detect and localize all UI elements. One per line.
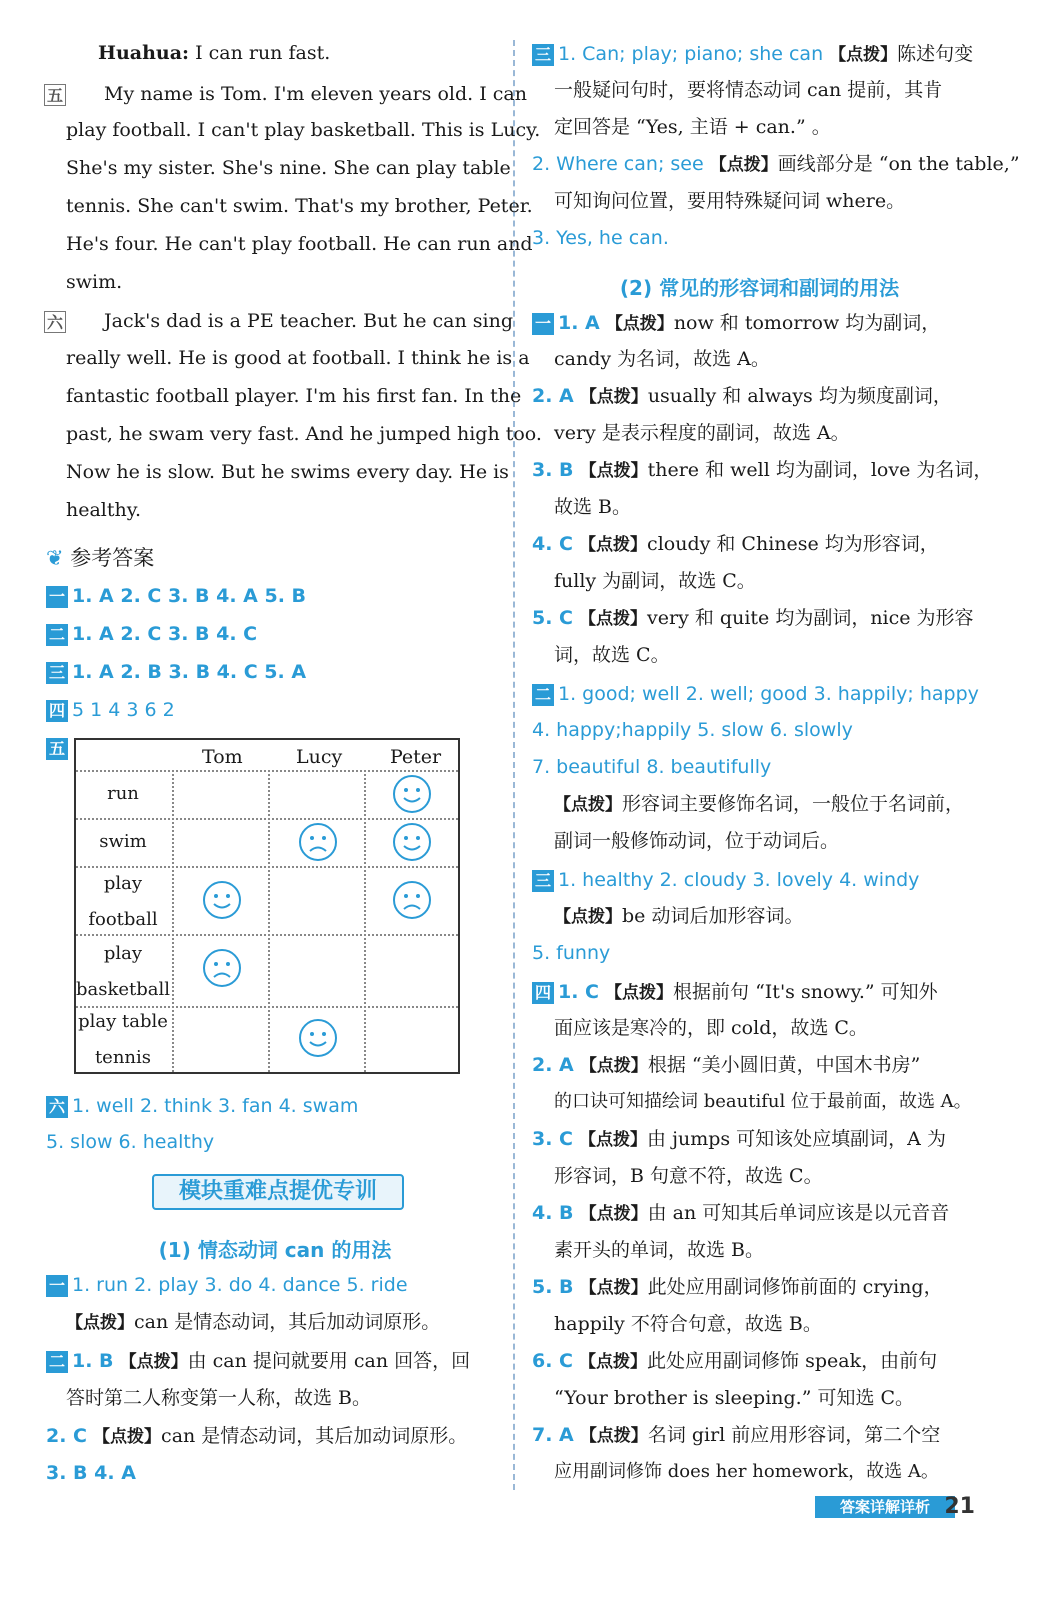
table-row: play basketball — [76, 943, 171, 1000]
adj4-tip-2: fully 为副词，故选 C。 — [554, 570, 756, 592]
r1-tip-3: 定回答是 “Yes, 主语 + can.” 。 — [554, 116, 831, 138]
b4-5-row: 5. B 【点拨】此处应用副词修饰前面的 crying， — [532, 1276, 943, 1298]
r1-tip-2: 一般疑问句时，要将情态动词 can 提前，其肯 — [554, 79, 943, 101]
can-row-1-tip: 【点拨】can 是情态动词，其后加动词原形。 — [66, 1311, 441, 1333]
ability-table — [74, 738, 460, 1074]
leaf-icon: ❦ — [46, 546, 64, 570]
table-row: play table tennis — [78, 1011, 168, 1068]
b4-4-tip-2: 素开头的单词，故选 B。 — [554, 1239, 765, 1261]
sec5-badge: 五 — [44, 84, 66, 106]
sub2-title: (2) 常见的形容词和副词的用法 — [619, 276, 900, 300]
sec5-line-5: swim. — [66, 271, 123, 293]
sad-face-icon — [298, 822, 338, 862]
page-number: 21 — [944, 1494, 975, 1519]
b3-row-2: 5. funny — [532, 942, 611, 964]
sub1-title: (1) 情态动词 can 的用法 — [158, 1238, 392, 1262]
adj4-row: 4. C 【点拨】cloudy 和 Chinese 均为形容词， — [532, 533, 939, 555]
r1-row: 三 1. Can; play; piano; she can 【点拨】陈述句变 — [532, 44, 973, 66]
b3-row-1: 三 1. healthy 2. cloudy 3. lovely 4. windy — [532, 870, 919, 892]
b4-3-row: 3. C 【点拨】由 jumps 可知该处应填副词，A 为 — [532, 1128, 946, 1150]
footer-bar: 答案详解详析 — [815, 1496, 955, 1518]
sec5-line-3: tennis. She can't swim. That's my brother, Peter. — [66, 195, 533, 217]
adj5-tip-2: 词，故选 C。 — [554, 644, 670, 666]
table-row: run — [107, 783, 139, 804]
table-row: play football — [88, 873, 158, 930]
r2-tip-2: 可知询问位置，要用特殊疑问词 where。 — [554, 190, 906, 212]
sad-face-icon — [392, 880, 432, 920]
b4-7-tip-2: 应用副词修饰 does her homework，故选 A。 — [554, 1461, 939, 1482]
b4-2-tip-2: 的口诀可知描绘词 beautiful 位于最前面，故选 A。 — [554, 1091, 972, 1112]
sec6-line-2: fantastic football player. I'm his first fan. In the — [66, 385, 522, 407]
sec6-line-0: 六 Jack's dad is a PE teacher. But he can sing — [44, 311, 513, 333]
column-divider — [513, 40, 515, 1490]
ref-answer-title: ❦ 参考答案 — [46, 546, 155, 570]
r3-row: 3. Yes, he can. — [532, 227, 669, 249]
b3-tip: 【点拨】be 动词后加形容词。 — [554, 905, 804, 927]
can-row-1: 一 1. run 2. play 3. do 4. dance 5. ride — [46, 1275, 408, 1297]
table-header-lucy: Lucy — [296, 746, 343, 768]
huahua-line: Huahua: I can run fast. — [98, 42, 331, 64]
table-header-peter: Peter — [390, 746, 442, 768]
b2-row-3: 7. beautiful 8. beautifully — [532, 756, 772, 778]
sec6-line-3: past, he swam very fast. And he jumped high too. — [66, 423, 542, 445]
b4-5-tip-2: happily 不符合句意，故选 B。 — [554, 1313, 822, 1335]
adj3-row: 3. B 【点拨】there 和 well 均为副词，love 为名词， — [532, 459, 993, 481]
adj1-tip-2: candy 为名词，故选 A。 — [554, 348, 770, 370]
b4-6-tip-2: “Your brother is sleeping.” 可知选 C。 — [554, 1387, 915, 1409]
r2-row: 2. Where can; see 【点拨】画线部分是 “on the table,” — [532, 153, 1020, 175]
happy-face-icon — [392, 822, 432, 862]
sec5-line-1: play football. I can't play basketball. This is Lucy. — [66, 119, 541, 141]
ans-row-6b: 5. slow 6. healthy — [46, 1131, 215, 1153]
ans-row-3: 三 1. A 2. B 3. B 4. C 5. A — [46, 662, 306, 684]
ans-row-6: 六 1. well 2. think 3. fan 4. swam — [46, 1096, 358, 1118]
can-row-2: 二 1. B 【点拨】由 can 提问就要用 can 回答，回 — [46, 1351, 470, 1373]
can-row-2b: 答时第二人称变第一人称，故选 B。 — [66, 1387, 372, 1409]
b4-6-row: 6. C 【点拨】此处应用副词修饰 speak，由前句 — [532, 1350, 938, 1372]
ans-row-4: 四 5 1 4 3 6 2 — [46, 700, 175, 722]
sec5-line-2: She's my sister. She's nine. She can play table — [66, 157, 511, 179]
module-title: 模块重难点提优专训 — [152, 1174, 404, 1210]
ans-row-5: 五 — [46, 738, 72, 760]
adj2-tip-2: very 是表示程度的副词，故选 A。 — [554, 422, 850, 444]
sec6-line-5: healthy. — [66, 499, 142, 521]
b4-4-row: 4. B 【点拨】由 an 可知其后单词应该是以元音音 — [532, 1202, 950, 1224]
sec6-line-4: Now he is slow. But he swims every day. He is — [66, 461, 509, 483]
b2-row-2: 4. happy;happily 5. slow 6. slowly — [532, 719, 853, 741]
happy-face-icon — [202, 880, 242, 920]
b4-3-tip-2: 形容词，B 句意不符，故选 C。 — [554, 1165, 823, 1187]
ans-row-1: 一 1. A 2. C 3. B 4. A 5. B — [46, 586, 306, 608]
sec5-line-0: 五 My name is Tom. I'm eleven years old. I can — [44, 84, 527, 106]
adj5-row: 5. C 【点拨】very 和 quite 均为副词，nice 为形容 — [532, 607, 974, 629]
table-row: swim — [99, 831, 147, 852]
table-header-tom: Tom — [202, 746, 243, 768]
adj2-row: 2. A 【点拨】usually 和 always 均为频度副词， — [532, 385, 952, 407]
b4-7-row: 7. A 【点拨】名词 girl 前应用形容词，第二个空 — [532, 1424, 941, 1446]
b2-row-1: 二 1. good; well 2. well; good 3. happily; happy — [532, 684, 979, 706]
happy-face-icon — [298, 1018, 338, 1058]
can-row-2-2: 2. C 【点拨】can 是情态动词，其后加动词原形。 — [46, 1425, 468, 1447]
adj1-row: 一 1. A 【点拨】now 和 tomorrow 均为副词， — [532, 313, 940, 335]
ans-row-2: 二 1. A 2. C 3. B 4. C — [46, 624, 257, 646]
b4-1-row: 四 1. C 【点拨】根据前句 “It's snowy.” 可知外 — [532, 982, 938, 1004]
sec6-badge: 六 — [44, 311, 66, 333]
b4-1-tip-2: 面应该是寒冷的，即 cold，故选 C。 — [554, 1017, 868, 1039]
sec6-line-1: really well. He is good at football. I think he is a — [66, 347, 530, 369]
b4-2-row: 2. A 【点拨】根据 “美小圆旧黄，中国木书房” — [532, 1054, 921, 1076]
b2-tip-2: 副词一般修饰动词，位于动词后。 — [554, 830, 840, 852]
sec5-line-4: He's four. He can't play football. He can run and — [66, 233, 533, 255]
sad-face-icon — [202, 948, 242, 988]
happy-face-icon — [392, 774, 432, 814]
b2-tip: 【点拨】形容词主要修饰名词，一般位于名词前， — [554, 793, 965, 815]
adj3-tip-2: 故选 B。 — [554, 496, 632, 518]
can-row-2-3: 3. B 4. A — [46, 1462, 136, 1484]
